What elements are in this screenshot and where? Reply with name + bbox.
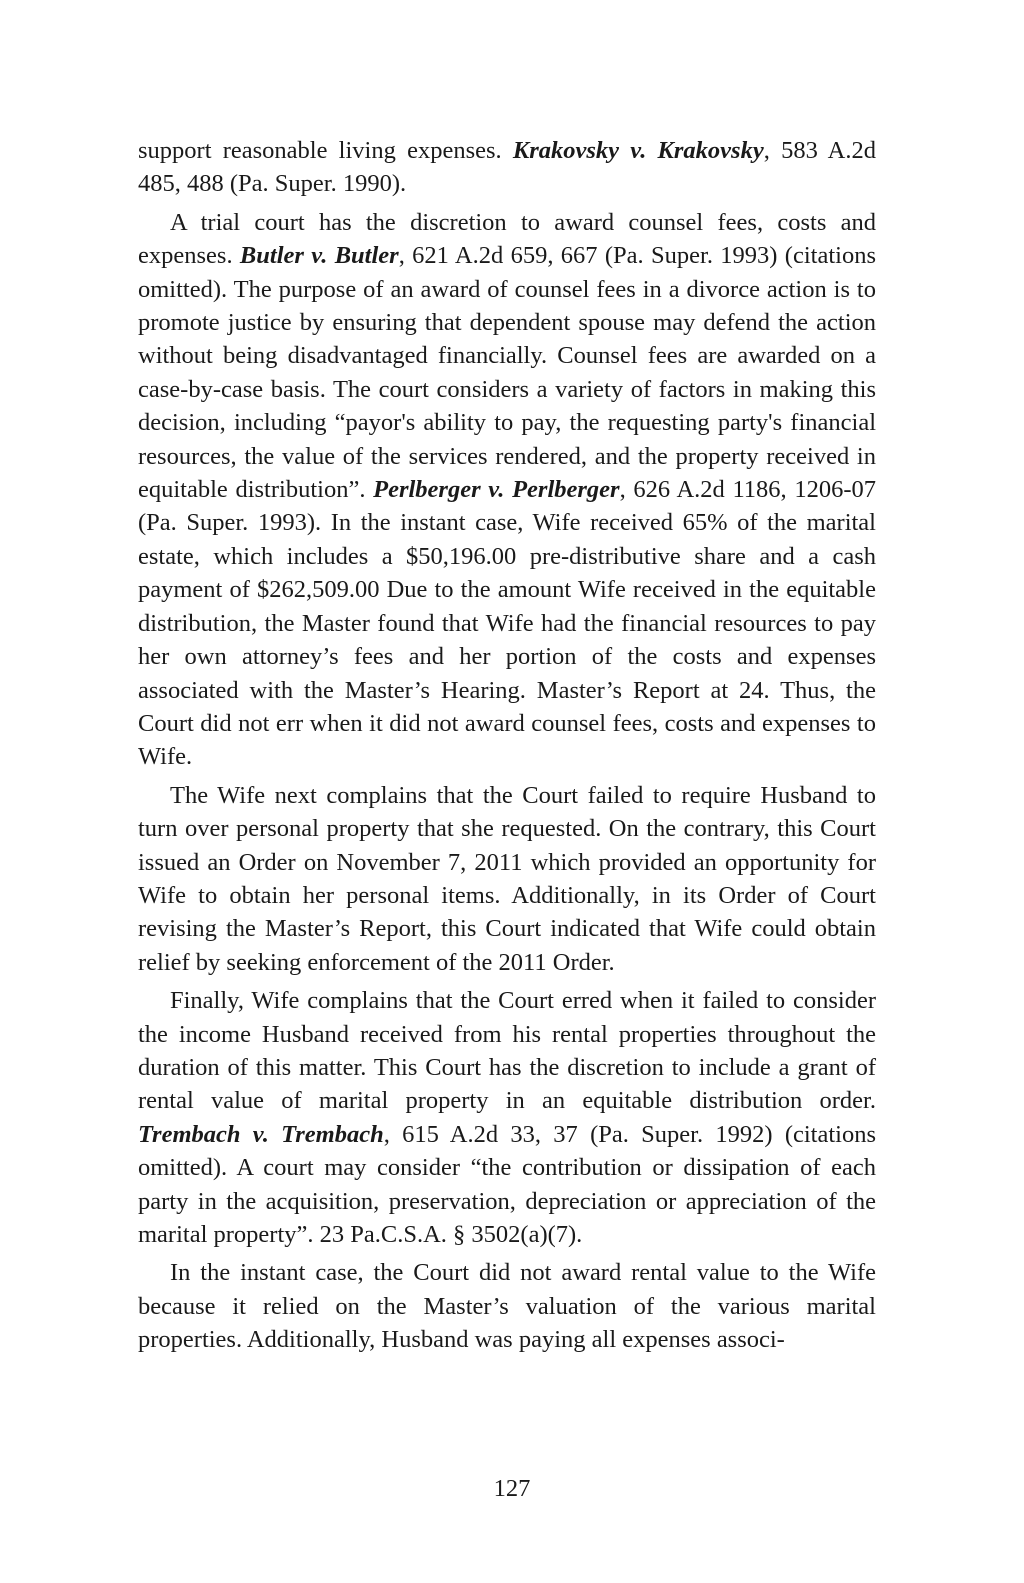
paragraph-text: In the instant case, the Court did not award rental value to the Wife because it relied on the Master’s valuation of the various marital properties. Additionally, Husband was paying all expenses associ- [138, 1259, 876, 1354]
paragraph [138, 206, 876, 774]
paragraph-text: , 583 A.2d 485, 488 (Pa. Super. 1990). [138, 137, 876, 198]
paragraph-text: , 615 A.2d 33, 37 (Pa. Super. 1992) (citations omitted). A court may consider “the contribution or dissipation of each party in the acquisition, preservation, depreciation or appreciation of the marital property”. 23 Pa.C.S.A. § 3502(a)(7). [138, 1120, 876, 1248]
paragraph [138, 1256, 876, 1356]
paragraph-text: , 626 A.2d 1186, 1206-07 (Pa. Super. 1993). In the instant case, Wife received 65% of the marital estate, which includes a $50,196.00 pre-distributive share and a cash payment of $262,509.00 Due to the amount Wife received in the equitable distribution, the Master found that Wife had the financial resources to pay her own attorney’s fees and her portion of the costs and expenses associated with the Master’s Hearing. Master’s Report at 24. Thus, the Court did not err when it did not award counsel fees, costs and expenses to Wife. [138, 476, 876, 771]
case-citation: Perlberger v. Perlberger [373, 476, 620, 504]
paragraph [138, 984, 876, 1251]
case-citation: Butler v. Butler [239, 242, 399, 270]
paragraph-text: , 621 A.2d 659, 667 (Pa. Super. 1993) (citations omitted). The purpose of an award of counsel fees in a divorce action is to promote justice by ensuring that dependent spouse may defend the action without being disadvantaged financially. Counsel fees are awarded on a case-by-case basis. The court considers a variety of factors in making this decision, including “payor's ability to pay, the requesting party's financial resources, the value of the services rendered, and the property received in equitable distribution”. [138, 242, 876, 504]
paragraph-text: A trial court has the discretion to award counsel fees, costs and expenses. [138, 208, 876, 270]
paragraph [138, 779, 876, 979]
document-body [138, 134, 876, 1362]
paragraph-text: support reasonable living expenses. [138, 137, 513, 164]
case-citation: Krakovsky v. Krakovsky [512, 137, 764, 164]
paragraph-text: Finally, Wife complains that the Court erred when it failed to consider the income Husband received from his rental properties throughout the duration of this matter. This Court has the discretion to include a grant of rental value of marital property in an equitable distribution order. [138, 987, 876, 1115]
page-number: 127 [493, 1475, 531, 1502]
paragraph [138, 134, 876, 201]
case-citation: Trembach v. Trembach [138, 1120, 384, 1148]
paragraph-text: The Wife next complains that the Court failed to require Husband to turn over personal property that she requested. On the contrary, this Court issued an Order on November 7, 2011 which provided an opportunity for Wife to obtain her personal items. Additionally, in its Order of Court revising the Master’s Report, this Court indicated that Wife could obtain relief by seeking enforcement of the 2011 Order. [138, 781, 876, 976]
